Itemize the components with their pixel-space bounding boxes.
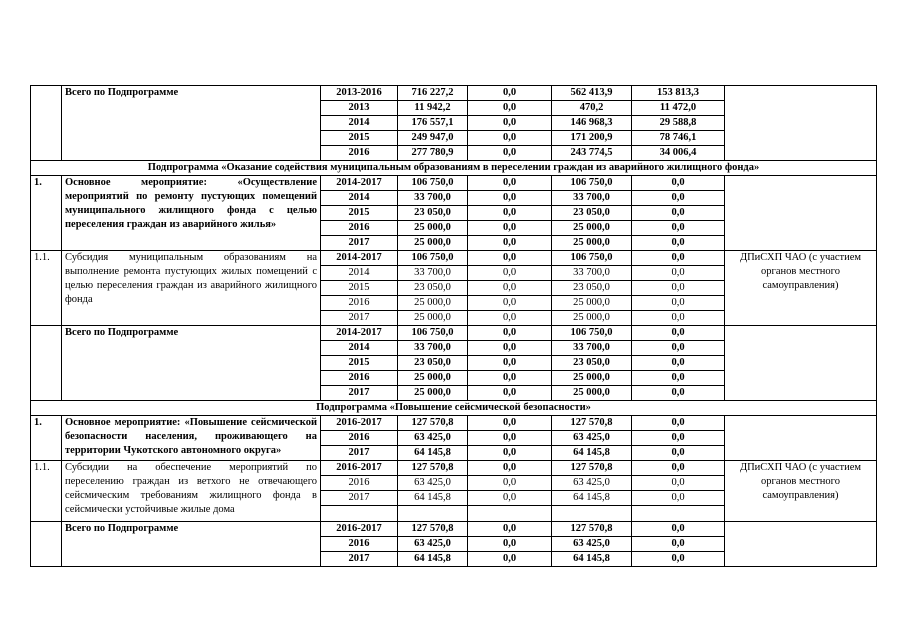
item-index: 1.1. xyxy=(31,251,62,326)
total-row xyxy=(31,86,877,101)
regional-amount-cell: 243 774,5 xyxy=(552,146,632,161)
year-cell: 2013 xyxy=(321,101,398,116)
regional-amount-cell: 64 145,8 xyxy=(552,552,632,567)
total-amount-cell: 25 000,0 xyxy=(398,236,468,251)
year-cell: 2014 xyxy=(321,266,398,281)
year-cell: 2017 xyxy=(321,236,398,251)
total-row xyxy=(31,522,877,537)
federal-amount-cell: 0,0 xyxy=(468,491,552,506)
federal-amount-cell: 0,0 xyxy=(468,552,552,567)
empty-cell xyxy=(321,506,398,522)
local-amount-cell: 0,0 xyxy=(632,491,725,506)
federal-amount-cell: 0,0 xyxy=(468,296,552,311)
regional-amount-cell: 23 050,0 xyxy=(552,281,632,296)
year-cell: 2016 xyxy=(321,476,398,491)
local-amount-cell: 0,0 xyxy=(632,552,725,567)
total-amount-cell: 106 750,0 xyxy=(398,251,468,266)
year-cell: 2016-2017 xyxy=(321,461,398,476)
total-amount-cell: 64 145,8 xyxy=(398,446,468,461)
local-amount-cell: 0,0 xyxy=(632,236,725,251)
executor-cell xyxy=(725,176,877,251)
local-amount-cell: 0,0 xyxy=(632,176,725,191)
federal-amount-cell: 0,0 xyxy=(468,311,552,326)
federal-amount-cell: 0,0 xyxy=(468,431,552,446)
federal-amount-cell: 0,0 xyxy=(468,326,552,341)
year-cell: 2016-2017 xyxy=(321,522,398,537)
local-amount-cell: 78 746,1 xyxy=(632,131,725,146)
regional-amount-cell: 25 000,0 xyxy=(552,296,632,311)
empty-cell xyxy=(632,506,725,522)
local-amount-cell: 0,0 xyxy=(632,341,725,356)
total-amount-cell: 63 425,0 xyxy=(398,431,468,446)
local-amount-cell: 0,0 xyxy=(632,371,725,386)
year-cell: 2017 xyxy=(321,552,398,567)
federal-amount-cell: 0,0 xyxy=(468,251,552,266)
year-cell: 2016 xyxy=(321,371,398,386)
total-amount-cell: 63 425,0 xyxy=(398,537,468,552)
federal-amount-cell: 0,0 xyxy=(468,371,552,386)
main-activity-label: Основное мероприятие: «Повышение сейсмической безопасности населения, проживающего на территории Чукотского автономного округа» xyxy=(62,416,321,461)
federal-amount-cell: 0,0 xyxy=(468,86,552,101)
local-amount-cell: 0,0 xyxy=(632,311,725,326)
regional-amount-cell: 33 700,0 xyxy=(552,341,632,356)
total-amount-cell: 25 000,0 xyxy=(398,221,468,236)
regional-amount-cell: 106 750,0 xyxy=(552,326,632,341)
federal-amount-cell: 0,0 xyxy=(468,176,552,191)
federal-amount-cell: 0,0 xyxy=(468,101,552,116)
federal-amount-cell: 0,0 xyxy=(468,416,552,431)
executor-cell xyxy=(725,522,877,567)
year-cell: 2014 xyxy=(321,116,398,131)
regional-amount-cell: 64 145,8 xyxy=(552,446,632,461)
federal-amount-cell: 0,0 xyxy=(468,236,552,251)
regional-amount-cell: 127 570,8 xyxy=(552,522,632,537)
total-amount-cell: 25 000,0 xyxy=(398,371,468,386)
total-amount-cell: 25 000,0 xyxy=(398,311,468,326)
sub-activity-label: Субсидия муниципальным образованиям на выполнение ремонта пустующих жилых помещений с целью переселения граждан из аварийного жилищного фонда xyxy=(62,251,321,326)
local-amount-cell: 34 006,4 xyxy=(632,146,725,161)
total-amount-cell: 106 750,0 xyxy=(398,326,468,341)
local-amount-cell: 0,0 xyxy=(632,326,725,341)
local-amount-cell: 0,0 xyxy=(632,431,725,446)
main-activity-row xyxy=(31,416,877,431)
federal-amount-cell: 0,0 xyxy=(468,131,552,146)
item-index: 1.1. xyxy=(31,461,62,522)
total-amount-cell: 127 570,8 xyxy=(398,416,468,431)
index-cell xyxy=(31,522,62,567)
executor-cell xyxy=(725,416,877,461)
year-cell: 2016 xyxy=(321,431,398,446)
federal-amount-cell: 0,0 xyxy=(468,446,552,461)
main-activity-label: Основное мероприятие: «Осуществление мероприятий по ремонту пустующих помещений муниципального жилищного фонда с целью переселения граждан из аварийного жилья» xyxy=(62,176,321,251)
federal-amount-cell: 0,0 xyxy=(468,461,552,476)
federal-amount-cell: 0,0 xyxy=(468,191,552,206)
federal-amount-cell: 0,0 xyxy=(468,476,552,491)
federal-amount-cell: 0,0 xyxy=(468,221,552,236)
index-cell xyxy=(31,326,62,401)
federal-amount-cell: 0,0 xyxy=(468,146,552,161)
local-amount-cell: 0,0 xyxy=(632,191,725,206)
regional-amount-cell: 171 200,9 xyxy=(552,131,632,146)
regional-amount-cell: 25 000,0 xyxy=(552,371,632,386)
regional-amount-cell: 470,2 xyxy=(552,101,632,116)
local-amount-cell: 0,0 xyxy=(632,476,725,491)
year-cell: 2014-2017 xyxy=(321,176,398,191)
subprogram-title: Подпрограмма «Повышение сейсмической безопасности» xyxy=(31,401,877,416)
budget-table xyxy=(30,85,877,567)
total-amount-cell: 25 000,0 xyxy=(398,386,468,401)
item-index: 1. xyxy=(31,416,62,461)
year-cell: 2013-2016 xyxy=(321,86,398,101)
executor-cell xyxy=(725,326,877,401)
regional-amount-cell: 562 413,9 xyxy=(552,86,632,101)
local-amount-cell: 29 588,8 xyxy=(632,116,725,131)
total-amount-cell: 716 227,2 xyxy=(398,86,468,101)
total-amount-cell: 64 145,8 xyxy=(398,491,468,506)
regional-amount-cell: 106 750,0 xyxy=(552,251,632,266)
item-index: 1. xyxy=(31,176,62,251)
federal-amount-cell: 0,0 xyxy=(468,281,552,296)
year-cell: 2016 xyxy=(321,221,398,236)
sub-activity-row xyxy=(31,461,877,476)
total-row xyxy=(31,326,877,341)
year-cell: 2015 xyxy=(321,356,398,371)
year-cell: 2016 xyxy=(321,537,398,552)
total-amount-cell: 23 050,0 xyxy=(398,206,468,221)
year-cell: 2014 xyxy=(321,341,398,356)
year-cell: 2015 xyxy=(321,281,398,296)
regional-amount-cell: 63 425,0 xyxy=(552,476,632,491)
local-amount-cell: 0,0 xyxy=(632,281,725,296)
federal-amount-cell: 0,0 xyxy=(468,206,552,221)
regional-amount-cell: 64 145,8 xyxy=(552,491,632,506)
federal-amount-cell: 0,0 xyxy=(468,522,552,537)
year-cell: 2015 xyxy=(321,206,398,221)
total-amount-cell: 23 050,0 xyxy=(398,281,468,296)
regional-amount-cell: 25 000,0 xyxy=(552,311,632,326)
regional-amount-cell: 127 570,8 xyxy=(552,416,632,431)
total-amount-cell: 11 942,2 xyxy=(398,101,468,116)
total-amount-cell: 249 947,0 xyxy=(398,131,468,146)
federal-amount-cell: 0,0 xyxy=(468,356,552,371)
year-cell: 2014-2017 xyxy=(321,251,398,266)
regional-amount-cell: 146 968,3 xyxy=(552,116,632,131)
regional-amount-cell: 23 050,0 xyxy=(552,356,632,371)
total-amount-cell: 63 425,0 xyxy=(398,476,468,491)
total-label: Всего по Подпрограмме xyxy=(62,326,321,401)
total-amount-cell: 64 145,8 xyxy=(398,552,468,567)
regional-amount-cell: 63 425,0 xyxy=(552,537,632,552)
empty-cell xyxy=(552,506,632,522)
local-amount-cell: 0,0 xyxy=(632,266,725,281)
subprogram-title: Подпрограмма «Оказание содействия муниципальным образованиям в переселении граждан из аварийного жилищного фонда» xyxy=(31,161,877,176)
regional-amount-cell: 127 570,8 xyxy=(552,461,632,476)
local-amount-cell: 0,0 xyxy=(632,537,725,552)
local-amount-cell: 0,0 xyxy=(632,251,725,266)
local-amount-cell: 0,0 xyxy=(632,206,725,221)
regional-amount-cell: 23 050,0 xyxy=(552,206,632,221)
year-cell: 2016-2017 xyxy=(321,416,398,431)
regional-amount-cell: 63 425,0 xyxy=(552,431,632,446)
local-amount-cell: 0,0 xyxy=(632,386,725,401)
local-amount-cell: 0,0 xyxy=(632,522,725,537)
year-cell: 2015 xyxy=(321,131,398,146)
total-label: Всего по Подпрограмме xyxy=(62,86,321,161)
regional-amount-cell: 33 700,0 xyxy=(552,266,632,281)
total-amount-cell: 33 700,0 xyxy=(398,266,468,281)
total-amount-cell: 277 780,9 xyxy=(398,146,468,161)
year-cell: 2017 xyxy=(321,446,398,461)
total-amount-cell: 33 700,0 xyxy=(398,191,468,206)
executor-cell xyxy=(725,86,877,161)
executor-cell: ДПиСХП ЧАО (с участием органов местного самоуправления) xyxy=(725,461,877,522)
local-amount-cell: 0,0 xyxy=(632,356,725,371)
regional-amount-cell: 25 000,0 xyxy=(552,221,632,236)
federal-amount-cell: 0,0 xyxy=(468,341,552,356)
total-amount-cell: 33 700,0 xyxy=(398,341,468,356)
federal-amount-cell: 0,0 xyxy=(468,116,552,131)
local-amount-cell: 0,0 xyxy=(632,221,725,236)
year-cell: 2016 xyxy=(321,146,398,161)
local-amount-cell: 0,0 xyxy=(632,416,725,431)
federal-amount-cell: 0,0 xyxy=(468,266,552,281)
total-amount-cell: 127 570,8 xyxy=(398,461,468,476)
year-cell: 2014 xyxy=(321,191,398,206)
year-cell: 2014-2017 xyxy=(321,326,398,341)
subprogram-header-row xyxy=(31,401,877,416)
total-amount-cell: 127 570,8 xyxy=(398,522,468,537)
local-amount-cell: 0,0 xyxy=(632,461,725,476)
local-amount-cell: 11 472,0 xyxy=(632,101,725,116)
sub-activity-row xyxy=(31,251,877,266)
total-amount-cell: 25 000,0 xyxy=(398,296,468,311)
year-cell: 2017 xyxy=(321,386,398,401)
local-amount-cell: 0,0 xyxy=(632,446,725,461)
year-cell: 2017 xyxy=(321,491,398,506)
empty-cell xyxy=(468,506,552,522)
total-amount-cell: 106 750,0 xyxy=(398,176,468,191)
subprogram-header-row xyxy=(31,161,877,176)
main-activity-row xyxy=(31,176,877,191)
year-cell: 2017 xyxy=(321,311,398,326)
total-amount-cell: 23 050,0 xyxy=(398,356,468,371)
local-amount-cell: 153 813,3 xyxy=(632,86,725,101)
regional-amount-cell: 106 750,0 xyxy=(552,176,632,191)
federal-amount-cell: 0,0 xyxy=(468,537,552,552)
sub-activity-label: Субсидии на обеспечение мероприятий по переселению граждан из ветхого не отвечающего сейсмическим требованиям жилищного фонда в сейсмически устойчивые жилые дома xyxy=(62,461,321,522)
local-amount-cell: 0,0 xyxy=(632,296,725,311)
index-cell xyxy=(31,86,62,161)
empty-cell xyxy=(398,506,468,522)
total-amount-cell: 176 557,1 xyxy=(398,116,468,131)
regional-amount-cell: 25 000,0 xyxy=(552,236,632,251)
year-cell: 2016 xyxy=(321,296,398,311)
federal-amount-cell: 0,0 xyxy=(468,386,552,401)
regional-amount-cell: 33 700,0 xyxy=(552,191,632,206)
total-label: Всего по Подпрограмме xyxy=(62,522,321,567)
regional-amount-cell: 25 000,0 xyxy=(552,386,632,401)
executor-cell: ДПиСХП ЧАО (с участием органов местного самоуправления) xyxy=(725,251,877,326)
